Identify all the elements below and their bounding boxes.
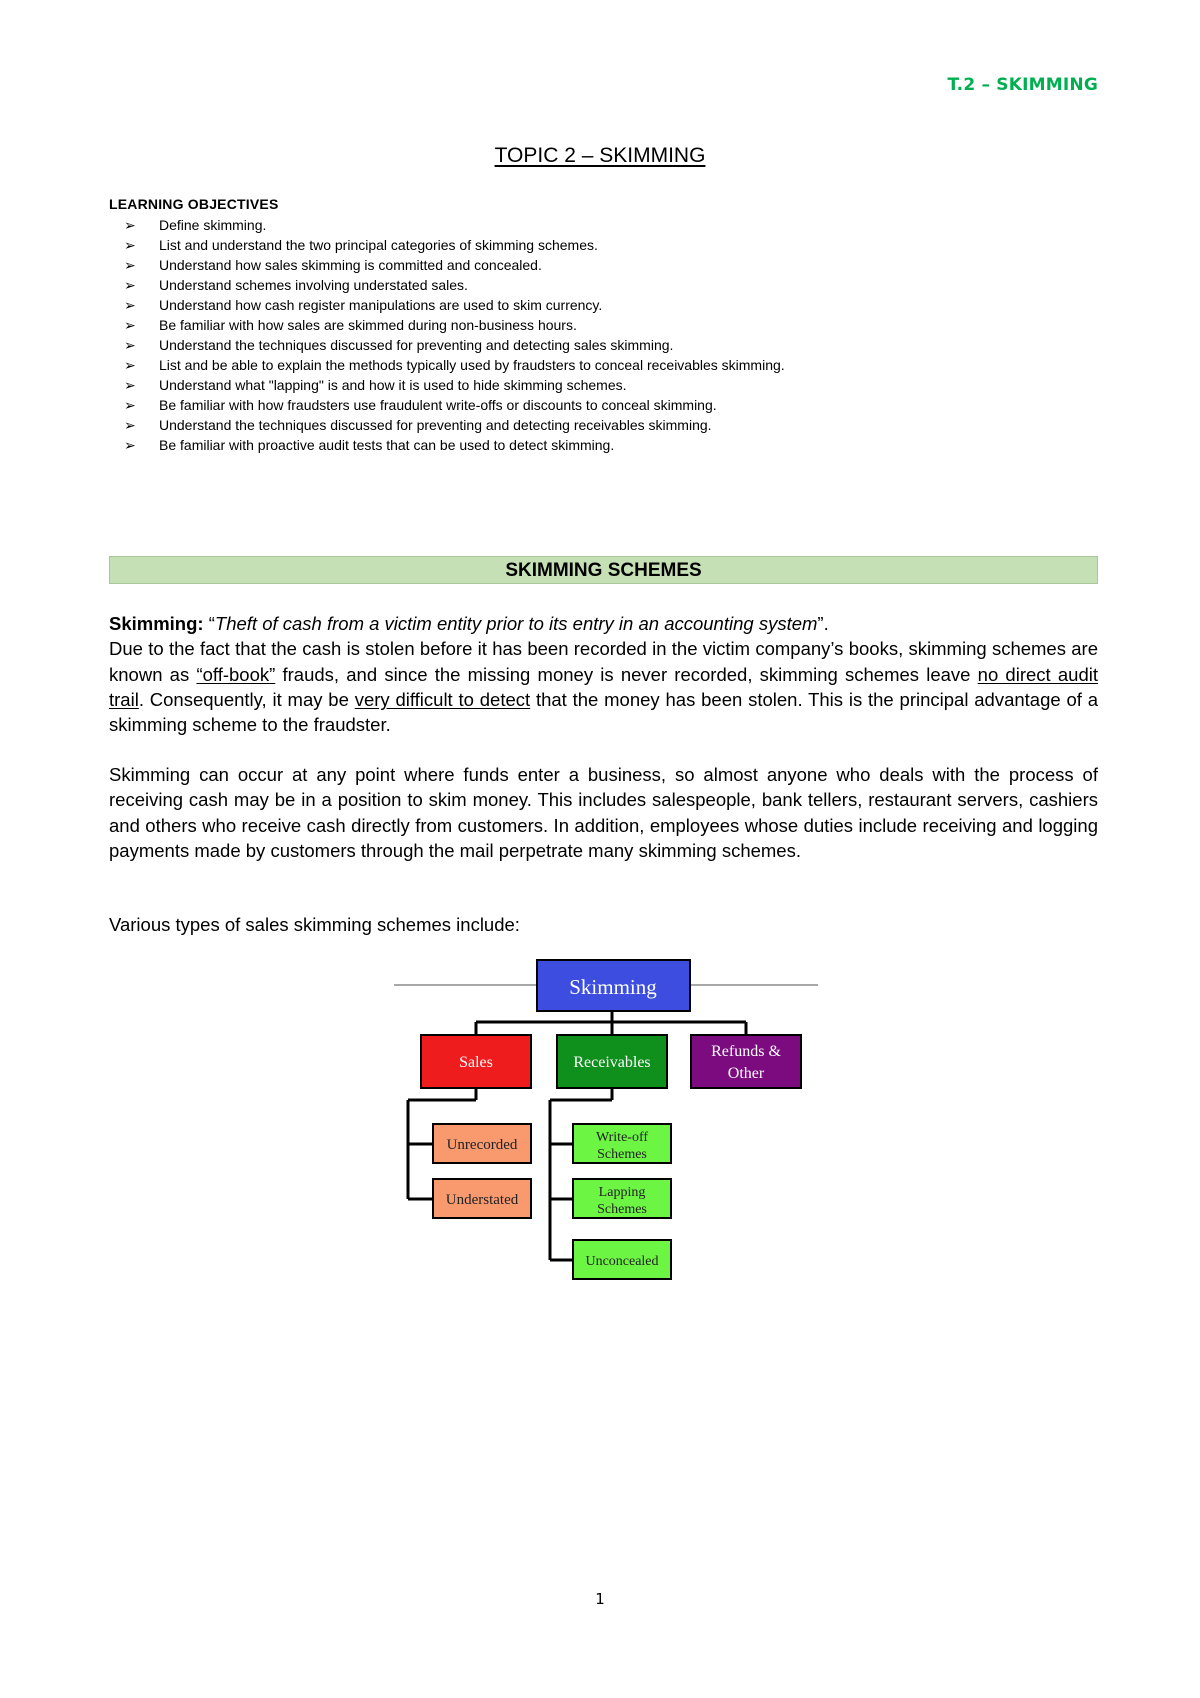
body-paragraph-3: Various types of sales skimming schemes include: xyxy=(109,914,520,935)
page-number: 1 xyxy=(595,1590,605,1608)
list-item: ➢ Understand what "lapping" is and how it is used to hide skimming schemes. xyxy=(124,377,627,393)
definition-paragraph: Skimming: “Theft of cash from a victim entity prior to its entry in an accounting system”. Due to the fact that the cash is stolen before it has been recorded in the victim company’s books, skimming schemes are known as “off-book” frauds, and since the missing money is never recorded, skimming schemes leave no direct audit trail. Consequently, it may be very difficult to detect that the money has been stolen. This is the principal advantage of a skimming scheme to the fraudster. xyxy=(109,613,1098,736)
running-header: T.2 – SKIMMING xyxy=(947,75,1098,95)
section-heading-skimming-schemes: SKIMMING SCHEMES xyxy=(109,556,1098,584)
arrow-bullet-icon: ➢ xyxy=(124,437,136,453)
list-item: ➢ List and be able to explain the methods typically used by fraudsters to conceal receivables skimming. xyxy=(124,357,785,373)
page-title: TOPIC 2 – SKIMMING xyxy=(494,144,706,167)
definition-term: Skimming: xyxy=(109,613,204,634)
list-item: ➢ Understand how cash register manipulations are used to skim currency. xyxy=(124,297,603,313)
underlined-no-direct-audit-trail: no direct audit trail xyxy=(109,663,1098,710)
node-skimming-label: Skimming xyxy=(569,975,657,999)
arrow-bullet-icon: ➢ xyxy=(124,237,136,253)
arrow-bullet-icon: ➢ xyxy=(124,417,136,433)
list-item: ➢ Understand how sales skimming is committed and concealed. xyxy=(124,257,542,273)
underlined-very-difficult-to-detect: very difficult to detect xyxy=(354,688,531,710)
node-write-off-label-1: Write-off xyxy=(595,1130,649,1145)
node-sales-label: Sales xyxy=(459,1054,493,1071)
list-item: ➢ Be familiar with how sales are skimmed during non-business hours. xyxy=(124,317,577,333)
list-item: ➢ Be familiar with how fraudsters use fraudulent write-offs or discounts to conceal skimming. xyxy=(124,397,717,413)
learning-objectives-heading: LEARNING OBJECTIVES xyxy=(109,196,279,212)
arrow-bullet-icon: ➢ xyxy=(124,317,136,333)
list-item: ➢ Define skimming. xyxy=(124,217,267,233)
arrow-bullet-icon: ➢ xyxy=(124,397,136,413)
list-item: ➢ Understand the techniques discussed for preventing and detecting receivables skimming. xyxy=(124,417,712,433)
list-item: ➢ Understand the techniques discussed for preventing and detecting sales skimming. xyxy=(124,337,674,353)
body-paragraph-2: Skimming can occur at any point where funds enter a business, so almost anyone who deals with the process of receiving cash may be in a position to skim money. This includes salespeople, bank tellers, restaurant servers, cashiers and others who receive cash directly from customers. In addition, employees whose duties include receiving and logging payments made by customers through the mail perpetrate many skimming schemes. xyxy=(109,764,1098,861)
node-write-off-label-2: Schemes xyxy=(597,1147,647,1162)
skimming-hierarchy-diagram xyxy=(390,950,820,1280)
node-lapping-label-1: Lapping xyxy=(598,1185,646,1200)
arrow-bullet-icon: ➢ xyxy=(124,297,136,313)
arrow-bullet-icon: ➢ xyxy=(124,217,136,233)
node-unconcealed-label: Unconcealed xyxy=(585,1254,659,1269)
list-item: ➢ Be familiar with proactive audit tests that can be used to detect skimming. xyxy=(124,437,615,453)
node-unrecorded-label: Unrecorded xyxy=(446,1137,518,1153)
node-refunds-label-2: Other xyxy=(727,1065,765,1082)
learning-objectives-list xyxy=(124,215,785,455)
arrow-bullet-icon: ➢ xyxy=(124,337,136,353)
arrow-bullet-icon: ➢ xyxy=(124,377,136,393)
arrow-bullet-icon: ➢ xyxy=(124,357,136,373)
list-item: ➢ Understand schemes involving understated sales. xyxy=(124,277,468,293)
underlined-off-book: “off-book” xyxy=(196,663,276,685)
definition-text: Theft of cash from a victim entity prior to its entry in an accounting system xyxy=(214,613,818,634)
node-lapping-label-2: Schemes xyxy=(597,1202,647,1217)
node-understated-label: Understated xyxy=(445,1192,519,1208)
list-item: ➢ List and understand the two principal categories of skimming schemes. xyxy=(124,237,598,253)
node-refunds-label-1: Refunds & xyxy=(711,1043,781,1060)
arrow-bullet-icon: ➢ xyxy=(124,277,136,293)
node-receivables-label: Receivables xyxy=(573,1054,651,1071)
arrow-bullet-icon: ➢ xyxy=(124,257,136,273)
